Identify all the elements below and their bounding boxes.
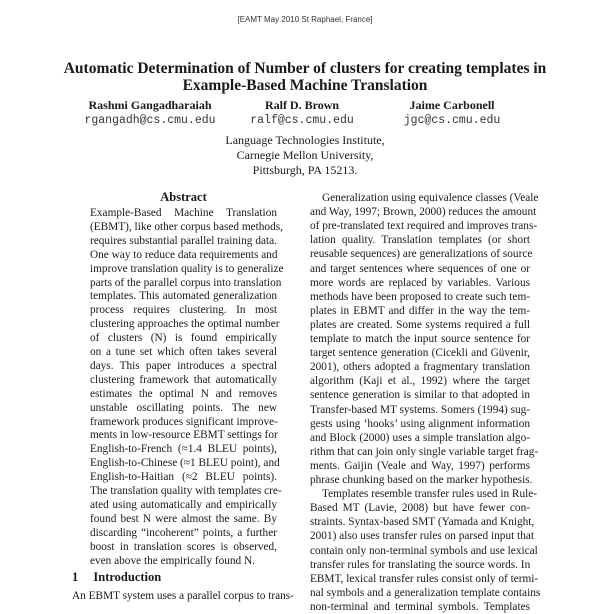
text-line: clustering framework that automatically bbox=[90, 373, 277, 386]
text-line: ments in low-resource EBMT settings for bbox=[90, 429, 278, 442]
text-line: days. This paper introduces a spectral bbox=[90, 359, 277, 372]
affiliation bbox=[0, 133, 600, 178]
text-line: 2001) also uses transfer rules on parsed input that bbox=[310, 530, 535, 543]
text-line: sentence generation is similar to that adopted in bbox=[310, 389, 530, 402]
text-line: Generalization using equivalence classes (Veale bbox=[322, 192, 539, 204]
text-line: process requires clustering. In most bbox=[90, 304, 277, 317]
text-line: The translation quality with templates cre- bbox=[90, 485, 282, 497]
text-line: ments. Gaijin (Veale and Way, 1997) performs bbox=[310, 459, 530, 472]
section-title: Introduction bbox=[93, 570, 162, 584]
author-name: Ralf D. Brown bbox=[264, 98, 340, 112]
text-line: 2001), others adopted a fragmentary translation bbox=[310, 361, 530, 374]
section-number: 1 bbox=[72, 570, 79, 584]
text-line: phrase chunking based on the marker hypothesis. bbox=[310, 474, 533, 486]
text-line: English-to-French (≈1.4 BLEU points), bbox=[90, 443, 277, 456]
text-line: nal symbols and a generalization template contains bbox=[310, 586, 541, 599]
text-line: plates in EBMT and differ in the way the tem- bbox=[310, 304, 530, 317]
text-line: clustering approaches the optimal number bbox=[90, 318, 280, 331]
text-line: Templates resemble transfer rules used in Rule- bbox=[322, 488, 538, 501]
text-line: One way to reduce data requirements and bbox=[90, 248, 278, 261]
text-line: target sentence generation (Cicekli and Güvenir, bbox=[310, 347, 530, 360]
text-line: contain only non-terminal symbols and use lexical bbox=[310, 544, 538, 557]
text-line: transfer rules for translating the source words. In bbox=[310, 558, 531, 571]
author-name: Rashmi Gangadharaiah bbox=[88, 98, 212, 112]
author-name: Jaime Carbonell bbox=[409, 98, 495, 112]
text-line: Transfer-based MT systems. Somers (1994) sug- bbox=[310, 403, 531, 416]
text-line: requires substantial parallel training data. bbox=[90, 234, 277, 247]
text-line: methods have been proposed to create such tem- bbox=[310, 290, 530, 303]
section-heading-introduction bbox=[72, 570, 161, 585]
author-email: ralf@cs.cmu.edu bbox=[250, 114, 354, 127]
text-line: Example-Based Machine Translation bbox=[90, 207, 277, 219]
text-line: reusable sequences) are generalizations of source bbox=[310, 248, 533, 261]
text-line: improve translation quality is to generalize bbox=[90, 262, 284, 275]
text-line: more words are replaced by variables. Various bbox=[310, 276, 530, 289]
paper-title bbox=[0, 60, 600, 94]
text-line: estimates the optimal N and removes bbox=[90, 387, 277, 400]
title-line: Automatic Determination of Number of clusters for creating templates in bbox=[63, 60, 547, 77]
text-line: framework produces significant improve- bbox=[90, 415, 278, 428]
text-line: non-terminal and terminal symbols. Templates bbox=[310, 600, 530, 613]
text-line: boost in translation scores is observed, bbox=[90, 540, 277, 553]
abstract-heading: Abstract bbox=[160, 190, 207, 204]
text-line: lation quality. Translation templates (or short bbox=[310, 234, 530, 247]
text-line: found best N were almost the same. By bbox=[90, 512, 277, 525]
text-line: of pre-translated text required and improves trans- bbox=[310, 220, 538, 233]
text-line: even above the empirically found N. bbox=[90, 554, 256, 567]
text-line: template to match the input source sentence for bbox=[310, 333, 530, 345]
text-line: of clusters (N) is found empirically bbox=[90, 332, 277, 345]
author-email: rgangadh@cs.cmu.edu bbox=[84, 114, 216, 127]
text-line: parts of the parallel corpus into translation bbox=[90, 276, 282, 289]
author-email: jgc@cs.cmu.edu bbox=[403, 114, 501, 127]
text-line: EBMT, lexical transfer rules consist only of termi- bbox=[310, 572, 539, 585]
text-line: straints. Syntax-based SMT (Yamada and Knight, bbox=[310, 516, 535, 529]
text-line: unstable oscillating points. The new bbox=[90, 401, 277, 414]
text-line: (EBMT), like other corpus based methods, bbox=[90, 220, 283, 233]
text-line: templates. This automated generalization bbox=[90, 290, 277, 303]
text-line: Based MT (Lavie, 2008) but have fewer con- bbox=[310, 502, 530, 515]
text-line: and Way, 1997; Brown, 2000) reduces the amount bbox=[310, 206, 537, 219]
text-line: plates are created. Some systems required a full bbox=[310, 318, 530, 331]
text-line: algorithm (Kaji et al., 1992) where the target bbox=[310, 375, 530, 388]
text-line: ated using automatically and empirically bbox=[90, 498, 277, 511]
text-line: gests using ‘hooks’ using alignment information bbox=[310, 417, 530, 430]
text-line: rithm that can join only single variable target frag- bbox=[310, 445, 539, 458]
text-line: English-to-Haitian (≈2 BLEU points). bbox=[90, 471, 277, 484]
text-line: discarding “incoherent” points, a further bbox=[90, 526, 277, 539]
text-line: English-to-Chinese (≈1 BLEU point), and bbox=[90, 457, 280, 470]
venue-header: [EAMT May 2010 St Raphael, France] bbox=[237, 15, 373, 24]
text-line: and target sentences where sequences of one or bbox=[310, 262, 530, 275]
affiliation-line: Language Technologies Institute, bbox=[225, 133, 385, 147]
text-line: An EBMT system uses a parallel corpus to trans- bbox=[72, 590, 294, 602]
text-line: and Block (2000) uses a simple translation algo- bbox=[310, 431, 530, 444]
title-line: Example-Based Machine Translation bbox=[182, 77, 428, 94]
text-line: on a tune set which often takes several bbox=[90, 346, 277, 358]
affiliation-line: Pittsburgh, PA 15213. bbox=[252, 163, 358, 177]
affiliation-line: Carnegie Mellon University, bbox=[236, 148, 374, 162]
